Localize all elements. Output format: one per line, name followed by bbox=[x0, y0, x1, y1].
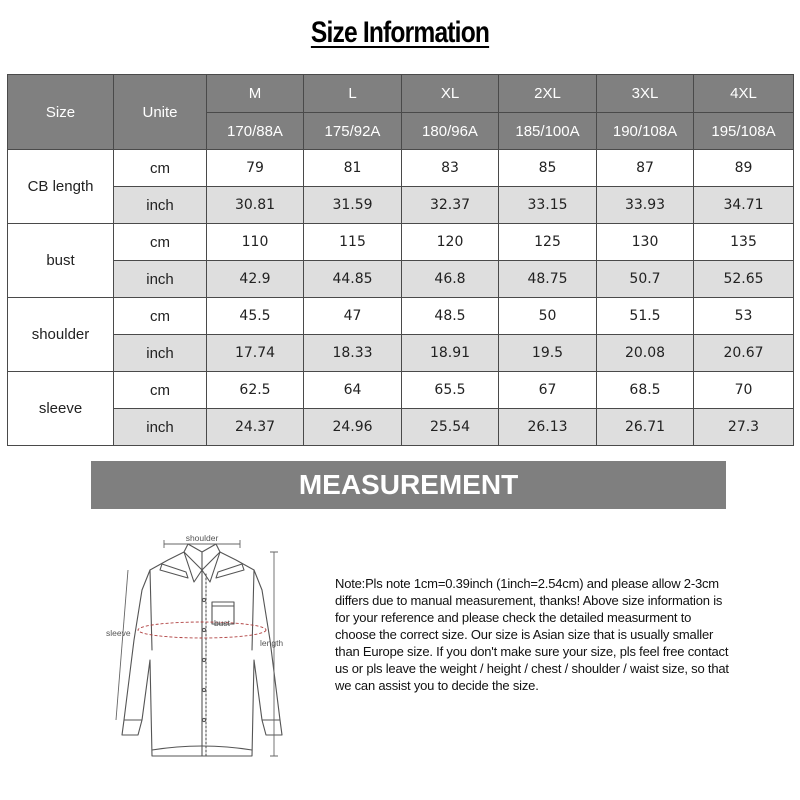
table-cell: 68.5 bbox=[597, 372, 694, 409]
table-cell: 30.81 bbox=[207, 187, 304, 224]
size-code: 195/108A bbox=[694, 113, 794, 150]
table-cell: 20.08 bbox=[597, 335, 694, 372]
table-cell: 50 bbox=[499, 298, 597, 335]
unit-cm: cm bbox=[114, 224, 207, 261]
page-title: Size Information bbox=[310, 16, 490, 49]
table-cell: 34.71 bbox=[694, 187, 794, 224]
table-cell: 26.13 bbox=[499, 409, 597, 446]
size-code: 185/100A bbox=[499, 113, 597, 150]
row-label-bust: bust bbox=[8, 224, 114, 298]
table-cell: 20.67 bbox=[694, 335, 794, 372]
unit-inch: inch bbox=[114, 261, 207, 298]
table-cell: 89 bbox=[694, 150, 794, 187]
table-cell: 48.5 bbox=[402, 298, 499, 335]
row-label-sleeve: sleeve bbox=[8, 372, 114, 446]
unit-cm: cm bbox=[114, 372, 207, 409]
table-cell: 32.37 bbox=[402, 187, 499, 224]
size-label: XL bbox=[402, 75, 499, 113]
table-cell: 18.33 bbox=[304, 335, 402, 372]
table-cell: 52.65 bbox=[694, 261, 794, 298]
shoulder-label: shoulder bbox=[185, 533, 219, 543]
bust-label: bust bbox=[213, 618, 231, 628]
table-cell: 135 bbox=[694, 224, 794, 261]
size-label: 2XL bbox=[499, 75, 597, 113]
size-label: 4XL bbox=[694, 75, 794, 113]
table-cell: 26.71 bbox=[597, 409, 694, 446]
length-label: length bbox=[260, 638, 284, 648]
size-code: 190/108A bbox=[597, 113, 694, 150]
sleeve-label: sleeve bbox=[106, 628, 131, 638]
table-cell: 24.37 bbox=[207, 409, 304, 446]
table-cell: 19.5 bbox=[499, 335, 597, 372]
table-cell: 17.74 bbox=[207, 335, 304, 372]
collar bbox=[184, 544, 220, 570]
table-cell: 44.85 bbox=[304, 261, 402, 298]
table-cell: 42.9 bbox=[207, 261, 304, 298]
unit-inch: inch bbox=[114, 187, 207, 224]
table-cell: 70 bbox=[694, 372, 794, 409]
size-label: L bbox=[304, 75, 402, 113]
table-cell: 48.75 bbox=[499, 261, 597, 298]
table-cell: 27.3 bbox=[694, 409, 794, 446]
size-label: 3XL bbox=[597, 75, 694, 113]
table-cell: 24.96 bbox=[304, 409, 402, 446]
table-cell: 81 bbox=[304, 150, 402, 187]
size-header: Size bbox=[8, 75, 114, 150]
table-cell: 120 bbox=[402, 224, 499, 261]
table-cell: 67 bbox=[499, 372, 597, 409]
unit-inch: inch bbox=[114, 335, 207, 372]
size-code: 180/96A bbox=[402, 113, 499, 150]
size-code: 175/92A bbox=[304, 113, 402, 150]
unit-header: Unite bbox=[114, 75, 207, 150]
sleeve-arrow bbox=[116, 570, 128, 720]
size-table bbox=[7, 74, 794, 446]
table-cell: 83 bbox=[402, 150, 499, 187]
table-cell: 47 bbox=[304, 298, 402, 335]
table-cell: 33.15 bbox=[499, 187, 597, 224]
table-cell: 62.5 bbox=[207, 372, 304, 409]
table-cell: 31.59 bbox=[304, 187, 402, 224]
table-cell: 87 bbox=[597, 150, 694, 187]
shirt-diagram bbox=[102, 530, 312, 770]
table-cell: 45.5 bbox=[207, 298, 304, 335]
table-cell: 64 bbox=[304, 372, 402, 409]
row-label-cb-length: CB length bbox=[8, 150, 114, 224]
table-cell: 51.5 bbox=[597, 298, 694, 335]
size-label: M bbox=[207, 75, 304, 113]
size-code: 170/88A bbox=[207, 113, 304, 150]
table-cell: 130 bbox=[597, 224, 694, 261]
table-cell: 85 bbox=[499, 150, 597, 187]
unit-cm: cm bbox=[114, 298, 207, 335]
table-cell: 33.93 bbox=[597, 187, 694, 224]
table-cell: 46.8 bbox=[402, 261, 499, 298]
row-label-shoulder: shoulder bbox=[8, 298, 114, 372]
table-cell: 53 bbox=[694, 298, 794, 335]
unit-inch: inch bbox=[114, 409, 207, 446]
measurement-heading: MEASUREMENT bbox=[91, 461, 726, 509]
table-cell: 79 bbox=[207, 150, 304, 187]
unit-cm: cm bbox=[114, 150, 207, 187]
table-cell: 65.5 bbox=[402, 372, 499, 409]
table-cell: 110 bbox=[207, 224, 304, 261]
table-cell: 25.54 bbox=[402, 409, 499, 446]
table-cell: 50.7 bbox=[597, 261, 694, 298]
size-note: Note:Pls note 1cm=0.39inch (1inch=2.54cm) and please allow 2-3cm differs due to manual measurement, thanks! Above size information is for your reference and please check the detailed measurment to choose the correct size. Our size is Asian size that is usually smaller than Europe size. If you don't make sure your size, pls feel free contact us or pls leave the weight / height / chest / shoulder / waist size, so that we can assist you to decide the size. bbox=[335, 576, 729, 693]
table-cell: 125 bbox=[499, 224, 597, 261]
table-cell: 18.91 bbox=[402, 335, 499, 372]
table-cell: 115 bbox=[304, 224, 402, 261]
